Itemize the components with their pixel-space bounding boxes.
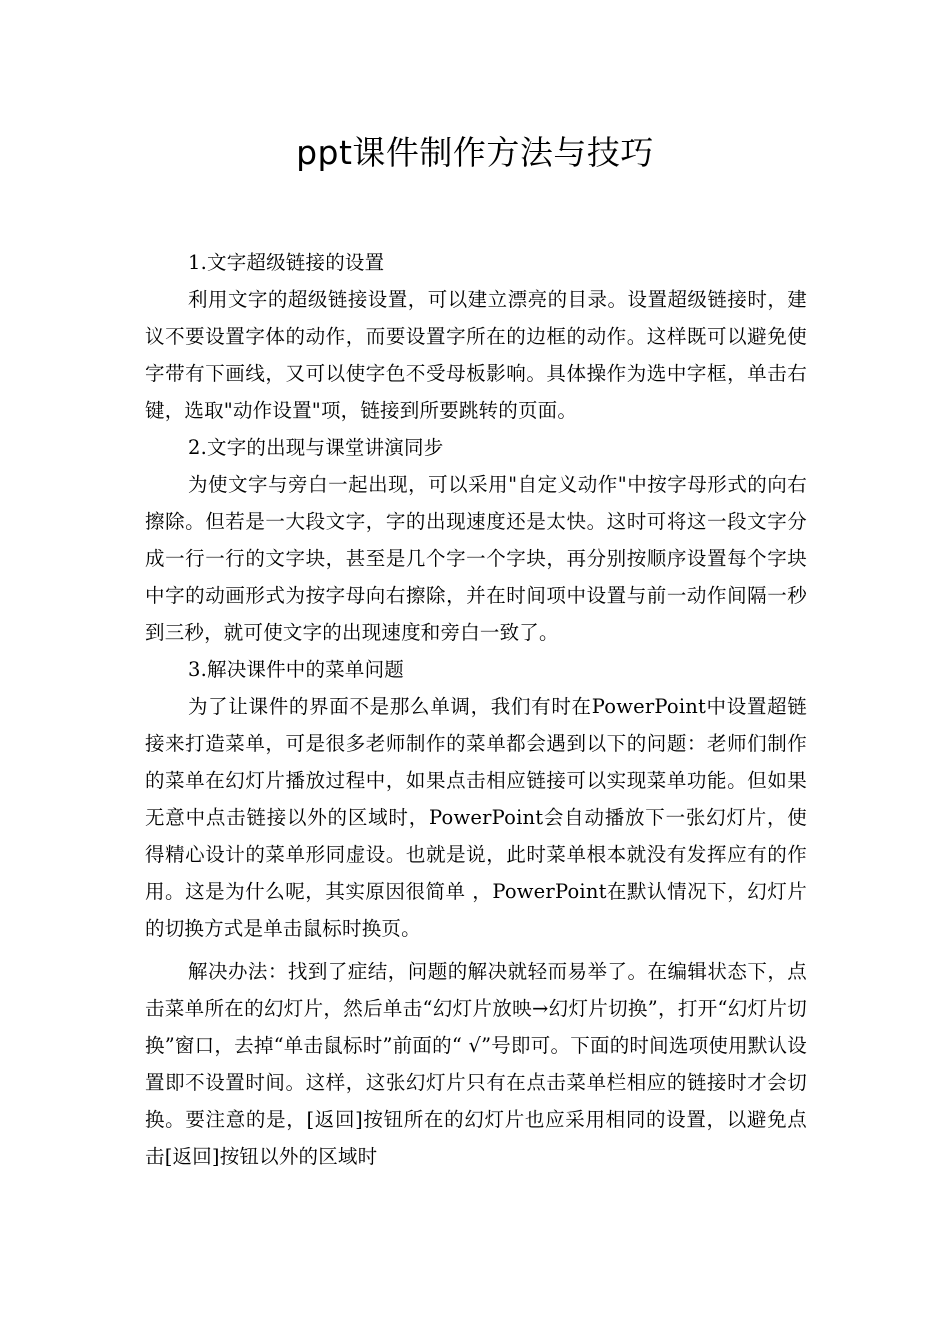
document-body — [145, 244, 807, 1175]
paragraph-solution: 解决办法：找到了症结，问题的解决就轻而易举了。在编辑状态下，点击菜单所在的幻灯片，然后单击“幻灯片放映→幻灯片切换”，打开“幻灯片切换”窗口，去掉“单击鼠标时”前面的“ √”号即可。下面的时间选项使用默认设置即不设置时间。这样，这张幻灯片只有在点击菜单栏相应的链接时才会切换。要注意的是，[返回]按钮所在的幻灯片也应采用相同的设置，以避免点击[返回]按钮以外的区域时 — [145, 960, 807, 1168]
section-heading-menu-problem: 3.解决课件中的菜单问题 — [188, 658, 405, 681]
section-heading-text-sync: 2.文字的出现与课堂讲演同步 — [188, 436, 444, 459]
paragraph-hyperlink-setup: 利用文字的超级链接设置，可以建立漂亮的目录。设置超级链接时，建议不要设置字体的动作，而要设置字所在的边框的动作。这样既可以避免使字带有下画线，又可以使字色不受母板影响。具体操作为选中字框，单击右键，选取"动作设置"项，链接到所要跳转的页面。 — [145, 288, 807, 422]
section-heading-hyperlink: 1.文字超级链接的设置 — [188, 251, 385, 274]
document-title: ppt课件制作方法与技巧 — [296, 133, 654, 172]
paragraph-menu-problem: 为了让课件的界面不是那么单调，我们有时在PowerPoint中设置超链接来打造菜单，可是很多老师制作的菜单都会遇到以下的问题：老师们制作的菜单在幻灯片播放过程中，如果点击相应链接可以实现菜单功能。但如果无意中点击链接以外的区域时，PowerPoint会自动播放下一张幻灯片，使得精心设计的菜单形同虚设。也就是说，此时菜单根本就没有发挥应有的作用。这是为什么呢，其实原因很简单 ，PowerPoint在默认情况下，幻灯片的切换方式是单击鼠标时换页。 — [145, 695, 807, 940]
paragraph-text-sync: 为使文字与旁白一起出现，可以采用"自定义动作"中按字母形式的向右擦除。但若是一大段文字，字的出现速度还是太快。这时可将这一段文字分成一行一行的文字块，甚至是几个字一个字块，再分别按顺序设置每个字块中字的动画形式为按字母向右擦除，并在时间项中设置与前一动作间隔一秒到三秒，就可使文字的出现速度和旁白一致了。 — [145, 473, 807, 644]
